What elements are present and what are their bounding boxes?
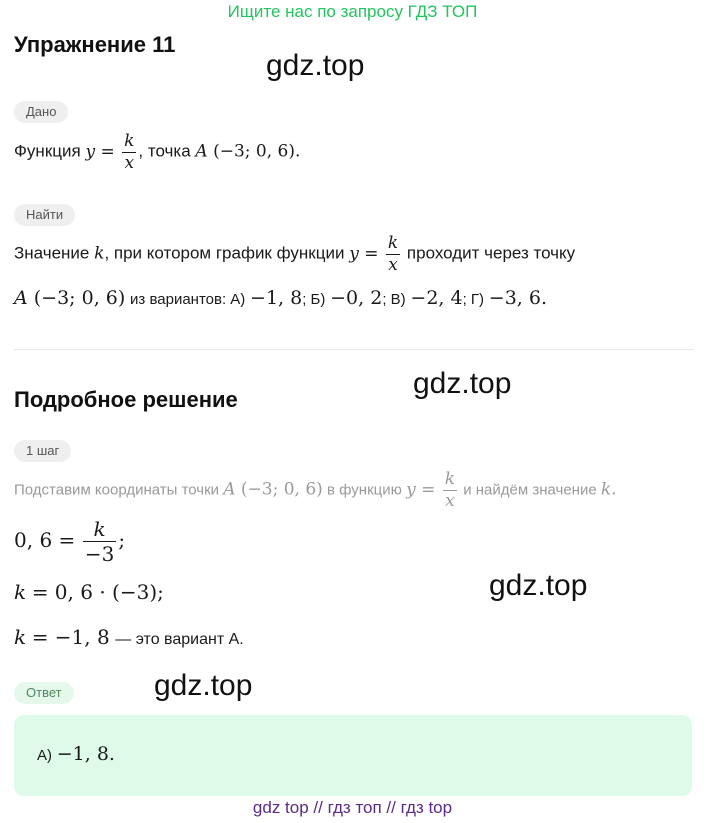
- option-a-value: −1, 8: [250, 287, 303, 309]
- point-a-2: A (−3; 0, 6): [14, 287, 126, 309]
- divider: [14, 349, 694, 350]
- equation-2: k = 0, 6 · (−3);: [14, 580, 164, 604]
- given-text: [14, 132, 300, 172]
- option-b-label: ; Б): [302, 291, 326, 308]
- answer-text: [37, 743, 115, 765]
- step-badge: [14, 440, 71, 462]
- step-text3: и найдём значение: [463, 481, 597, 499]
- equation-3: k = −1, 8 — это вариант А.: [14, 625, 244, 649]
- answer-value: −1, 8.: [56, 743, 115, 765]
- step-point: A (−3; 0, 6): [223, 479, 323, 500]
- equation-1: 0, 6 = $\frac{k}{-3}$ ;: [14, 517, 126, 566]
- function-formula: y = $\frac{k}{x}$: [85, 131, 135, 173]
- find-text2: , при котором график функции: [104, 243, 345, 263]
- answer-label: Ответ: [14, 682, 74, 704]
- find-badge: [14, 204, 75, 226]
- option-g-value: −3, 6.: [488, 287, 547, 309]
- footer-links: gdz top // гдз топ // гдз top: [252, 798, 453, 817]
- step-text1: Подставим координаты точки: [14, 481, 220, 499]
- var-k: k: [94, 243, 105, 264]
- watermark: gdz.top: [154, 669, 253, 702]
- find-text4: из вариантов: А): [130, 291, 246, 308]
- option-g-label: ; Г): [462, 291, 485, 308]
- given-label: Дано: [14, 101, 68, 123]
- watermark: gdz.top: [489, 569, 588, 602]
- answer-badge: [14, 682, 74, 704]
- step-var-k: k.: [600, 479, 617, 500]
- given-badge: [14, 101, 68, 123]
- find-label: Найти: [14, 204, 75, 226]
- search-banner: Ищите нас по запросу ГДЗ ТОП: [227, 2, 478, 21]
- point-a: A (−3; 0, 6).: [195, 141, 301, 162]
- watermark: gdz.top: [266, 49, 365, 82]
- given-point-label: , точка: [138, 141, 191, 161]
- function-formula-2: y = $\frac{k}{x}$: [349, 233, 399, 275]
- answer-box: [14, 715, 692, 796]
- option-b-value: −0, 2: [330, 287, 383, 309]
- step-formula: y = $\frac{k}{x}$: [406, 469, 456, 511]
- exercise-title: Упражнение 11: [14, 32, 176, 57]
- given-func-label: Функция: [14, 141, 81, 161]
- answer-prefix: А): [37, 747, 52, 764]
- find-text-line1: [14, 234, 575, 274]
- step-label: 1 шаг: [14, 440, 71, 462]
- find-text-line2: [14, 287, 547, 309]
- conclusion-text: — это вариант А.: [115, 631, 244, 648]
- step-description: [14, 470, 617, 510]
- find-text1: Значение: [14, 243, 90, 263]
- find-text3: проходит через точку: [406, 243, 576, 263]
- option-v-value: −2, 4: [410, 287, 463, 309]
- watermark: gdz.top: [413, 367, 512, 400]
- step-text2: в функцию: [327, 481, 402, 499]
- option-v-label: ; В): [382, 291, 406, 308]
- solution-title: Подробное решение: [14, 387, 238, 412]
